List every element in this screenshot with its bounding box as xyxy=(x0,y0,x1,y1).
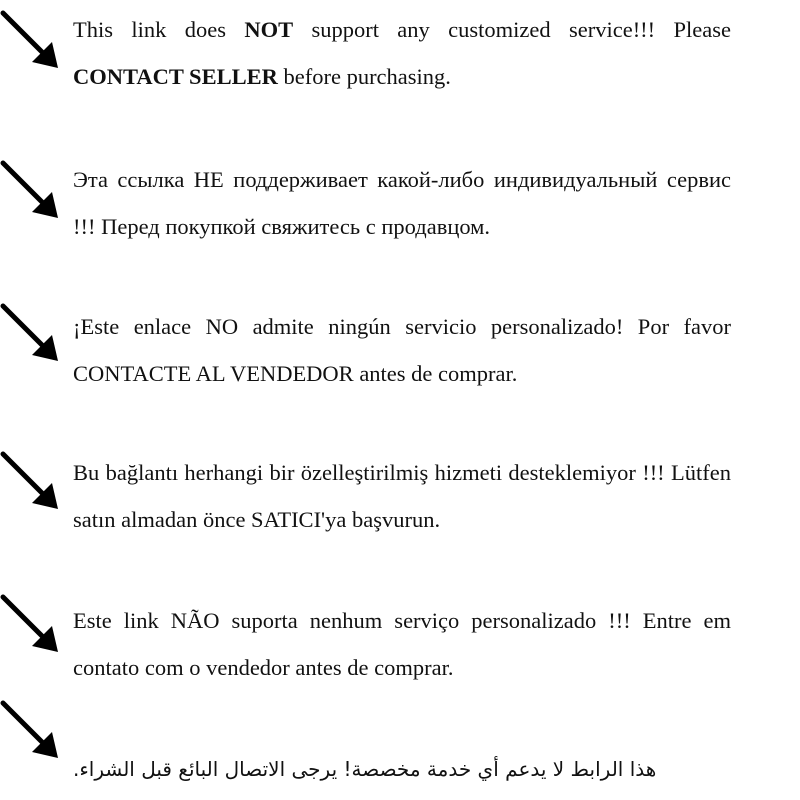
notice-text-portuguese: Este link NÃO suporta nenhum serviço personalizado !!! Entre em contato com o vendedor antes de comprar. xyxy=(73,608,731,680)
arrow-down-right-icon xyxy=(0,303,62,365)
notice-english-part: support any customized service!!! Please xyxy=(293,17,732,42)
notice-english-contact-seller: CONTACT SELLER xyxy=(73,64,278,89)
arrow-down-right-icon xyxy=(0,700,62,762)
notice-text-english xyxy=(73,6,731,100)
notice-english-part: This link does xyxy=(73,17,245,42)
arrow-down-right-icon xyxy=(0,160,62,222)
notice-text-turkish: Bu bağlantı herhangi bir özelleştirilmiş hizmeti desteklemiyor !!! Lütfen satın almadan önce SATICI'ya başvurun. xyxy=(73,460,731,532)
notice-english-not-emphasis: NOT xyxy=(244,17,294,42)
notice-text-arabic: هذا الرابط لا يدعم أي خدمة مخصصة! يرجى الاتصال البائع قبل الشراء. xyxy=(73,757,657,781)
arrow-down-right-icon xyxy=(0,10,62,72)
arrow-down-right-icon xyxy=(0,451,62,513)
arrow-down-right-icon xyxy=(0,594,62,656)
notice-text-russian: Эта ссылка НЕ поддерживает какой-либо индивидуальный сервис !!! Перед покупкой свяжитесь с продавцом. xyxy=(73,167,731,239)
notice-text-spanish: ¡Este enlace NO admite ningún servicio personalizado! Por favor CONTACTE AL VENDEDOR antes de comprar. xyxy=(73,314,731,386)
notice-english-part: before purchasing. xyxy=(277,64,451,89)
